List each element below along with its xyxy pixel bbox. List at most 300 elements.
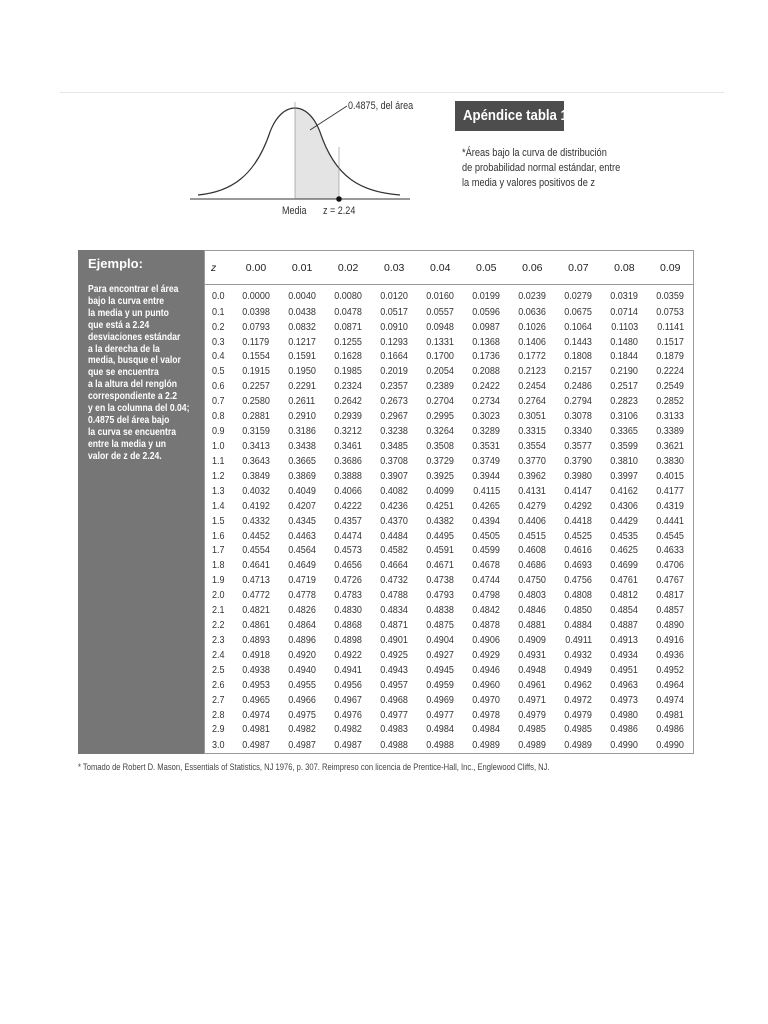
area-cell (463, 618, 509, 633)
area-cell (555, 678, 601, 693)
cell-text: 0.2324 (334, 380, 362, 393)
cell-text: 0.4 (212, 350, 225, 363)
cell-text: 0.4861 (242, 619, 270, 632)
example-line: entre la media y un (88, 437, 167, 450)
cell-text: 0.1664 (380, 350, 408, 363)
column-header: 0.05 (463, 251, 509, 285)
z-value-cell (205, 484, 234, 499)
area-cell (371, 574, 417, 589)
area-cell (647, 693, 693, 708)
cell-text: 0.3159 (242, 425, 270, 438)
area-cell (233, 559, 279, 574)
cell-text: 0.4965 (242, 693, 270, 706)
cell-text: 0.4857 (656, 604, 685, 617)
area-cell (417, 574, 463, 589)
area-cell (601, 738, 647, 754)
area-cell (647, 454, 693, 469)
area-cell (601, 320, 647, 335)
area-cell (463, 604, 509, 619)
area-cell (325, 574, 371, 589)
cell-text: 0.1772 (518, 350, 547, 363)
cell-text: 0.4988 (426, 738, 455, 751)
area-cell (417, 738, 463, 754)
area-cell (325, 708, 371, 723)
table-row (205, 618, 694, 633)
z-value-cell (205, 395, 234, 410)
cell-text: 0.4162 (610, 484, 639, 497)
cell-text: 0.4726 (334, 574, 362, 587)
cell-text: 0.9 (212, 425, 225, 438)
cell-text: 0.4959 (426, 678, 455, 691)
z-value-cell (205, 738, 234, 754)
area-cell (509, 410, 555, 425)
cell-text: 0.4922 (334, 648, 362, 661)
area-cell (279, 380, 325, 395)
cell-text: 0.3708 (380, 454, 408, 467)
area-cell (647, 514, 693, 529)
area-cell (509, 395, 555, 410)
cell-text: 0.4967 (334, 693, 362, 706)
example-line: y en la columna del 0.04; (88, 402, 190, 415)
area-cell (463, 648, 509, 663)
area-cell (325, 469, 371, 484)
area-cell (417, 484, 463, 499)
cell-text: 1.8 (212, 559, 225, 572)
table-row (205, 648, 694, 663)
area-cell (279, 723, 325, 738)
z-point (336, 196, 342, 202)
cell-text: 0.2673 (380, 395, 408, 408)
area-cell (463, 574, 509, 589)
area-cell (417, 648, 463, 663)
area-cell (279, 544, 325, 559)
area-cell (509, 648, 555, 663)
cell-text: 2.3 (212, 633, 225, 646)
cell-text: 0.4971 (518, 693, 547, 706)
cell-text: 0.3810 (610, 454, 639, 467)
cell-text: 0.2157 (564, 365, 593, 378)
cell-text: 0.1368 (472, 335, 501, 348)
cell-text: 0.4830 (334, 604, 362, 617)
area-cell (233, 663, 279, 678)
cell-text: 0.4989 (518, 738, 547, 751)
area-cell (233, 529, 279, 544)
cell-text: 0.4964 (656, 678, 685, 691)
area-cell (647, 544, 693, 559)
area-cell (325, 723, 371, 738)
cell-text: 0.0438 (288, 305, 316, 318)
area-cell (509, 723, 555, 738)
cell-text: 0.4719 (288, 574, 316, 587)
cell-text: 0.4633 (656, 544, 685, 557)
area-cell (555, 633, 601, 648)
cell-text: 0.4582 (380, 544, 408, 557)
area-cell (417, 424, 463, 439)
cell-text: 0.3621 (656, 439, 685, 452)
area-cell (371, 723, 417, 738)
cell-text: 0.4484 (380, 529, 408, 542)
area-cell (233, 544, 279, 559)
table-row (205, 285, 694, 306)
cell-text: 0.2910 (288, 410, 316, 423)
cell-text: 0.4564 (288, 544, 316, 557)
cell-text: 0.4738 (426, 574, 455, 587)
area-cell (647, 618, 693, 633)
cell-text: 0.4986 (656, 723, 685, 736)
table-row (205, 469, 694, 484)
area-cell (647, 589, 693, 604)
cell-text: 0.3133 (656, 410, 685, 423)
cell-text: 0.4909 (518, 633, 547, 646)
cell-text: 0.1736 (472, 350, 501, 363)
area-cell (601, 499, 647, 514)
cell-text: 0.4850 (564, 604, 593, 617)
area-cell (325, 633, 371, 648)
area-cell (233, 365, 279, 380)
area-cell (371, 439, 417, 454)
cell-text: 0.2794 (564, 395, 593, 408)
area-cell (417, 693, 463, 708)
cell-text: 0.3749 (472, 454, 501, 467)
area-cell (555, 544, 601, 559)
cell-text: 0.4961 (518, 678, 547, 691)
cell-text: 0.0714 (610, 305, 639, 318)
cell-text: 0.4981 (656, 708, 685, 721)
area-cell (371, 589, 417, 604)
subtitle-line: *Áreas bajo la curva de distribución (462, 147, 607, 159)
example-line: la media y un punto (88, 306, 169, 319)
cell-text: 0.4949 (564, 663, 593, 676)
area-cell (647, 738, 693, 754)
area-cell (417, 604, 463, 619)
area-cell (601, 469, 647, 484)
area-cell (601, 365, 647, 380)
table-row (205, 529, 694, 544)
cell-text: 0.1985 (334, 365, 362, 378)
area-cell (509, 305, 555, 320)
area-cell (417, 380, 463, 395)
cell-text: 1.3 (212, 484, 225, 497)
area-cell (325, 589, 371, 604)
area-cell (371, 305, 417, 320)
cell-text: 0.4616 (564, 544, 593, 557)
cell-text: 0.4979 (518, 708, 547, 721)
area-cell (325, 514, 371, 529)
area-cell (325, 544, 371, 559)
cell-text: 0.4821 (242, 604, 270, 617)
area-cell (279, 285, 325, 306)
z-value-cell (205, 529, 234, 544)
area-cell (233, 335, 279, 350)
cell-text: 0.0000 (242, 290, 270, 303)
table-row (205, 663, 694, 678)
cell-text: 0.4925 (380, 648, 408, 661)
z-value-cell (205, 305, 234, 320)
cell-text: 0.1700 (426, 350, 455, 363)
area-cell (601, 529, 647, 544)
area-cell (417, 499, 463, 514)
example-line: a la altura del renglón (88, 378, 177, 391)
area-cell (647, 285, 693, 306)
area-cell (417, 514, 463, 529)
cell-text: 0.4370 (380, 514, 408, 527)
cell-text: 0.4955 (288, 678, 316, 691)
cell-text: 0.0596 (472, 305, 501, 318)
cell-text: 0.2054 (426, 365, 455, 378)
cell-text: 0.4878 (472, 619, 501, 632)
area-cell (325, 305, 371, 320)
cell-text: 0.4115 (472, 484, 500, 497)
cell-text: 0.4808 (564, 589, 593, 602)
area-cell (647, 320, 693, 335)
area-cell (555, 738, 601, 754)
column-header-z: z (205, 251, 234, 285)
cell-text: 0.2291 (288, 380, 316, 393)
area-cell (509, 589, 555, 604)
cell-text: 0.4987 (242, 738, 270, 751)
column-header: 0.03 (371, 251, 417, 285)
area-cell (555, 604, 601, 619)
cell-text: 0.1255 (334, 335, 362, 348)
area-cell (601, 285, 647, 306)
table-row (205, 544, 694, 559)
cell-text: 0.4015 (656, 469, 685, 482)
column-header: 0.00 (233, 251, 279, 285)
cell-text: 0.3643 (242, 454, 270, 467)
cell-text: 0.4147 (564, 484, 593, 497)
area-cell (555, 499, 601, 514)
cell-text: 0.4984 (426, 723, 455, 736)
cell-text: 0.0160 (426, 290, 455, 303)
cell-text: 0.4901 (380, 633, 408, 646)
table-row (205, 395, 694, 410)
area-cell (463, 395, 509, 410)
cell-text: 0.4761 (610, 574, 639, 587)
cell-text: 0.4345 (288, 514, 316, 527)
area-cell (371, 499, 417, 514)
cell-text: 0.1808 (564, 350, 593, 363)
area-cell (509, 514, 555, 529)
area-cell (279, 574, 325, 589)
cell-text: 0.4973 (610, 693, 639, 706)
area-cell (647, 663, 693, 678)
area-cell (463, 439, 509, 454)
area-cell (647, 484, 693, 499)
cell-text: 0.3849 (242, 469, 270, 482)
area-pointer (310, 106, 347, 130)
area-cell (325, 604, 371, 619)
example-heading: Ejemplo: (88, 256, 143, 271)
area-cell (417, 350, 463, 365)
cell-text: 0.4812 (610, 589, 639, 602)
cell-text: 0.2 (212, 320, 225, 333)
cell-text: 0.0793 (242, 320, 270, 333)
cell-text: 0.3665 (288, 454, 316, 467)
area-cell (463, 708, 509, 723)
cell-text: 0.1406 (518, 335, 547, 348)
cell-text: 0.4943 (380, 663, 408, 676)
area-cell (417, 618, 463, 633)
cell-text: 0.4177 (656, 484, 685, 497)
cell-text: 0.4976 (334, 708, 362, 721)
cell-text: 0.4236 (380, 499, 408, 512)
cell-text: 0.2642 (334, 395, 362, 408)
column-header: 0.07 (555, 251, 601, 285)
cell-text: 0.2389 (426, 380, 455, 393)
area-cell (371, 648, 417, 663)
area-cell (233, 678, 279, 693)
area-cell (601, 693, 647, 708)
cell-text: 0.2454 (518, 380, 547, 393)
cell-text: 0.1064 (564, 320, 593, 333)
cell-text: 0.1141 (656, 320, 684, 333)
cell-text: 2.4 (212, 648, 225, 661)
cell-text: 0.2486 (564, 380, 593, 393)
cell-text: 0.4573 (334, 544, 362, 557)
cell-text: 0.4625 (610, 544, 639, 557)
area-cell (325, 439, 371, 454)
cell-text: 0.3289 (472, 425, 501, 438)
media-label: Media (282, 205, 307, 217)
cell-text: 2.6 (212, 678, 225, 691)
cell-text: 0.2967 (380, 410, 408, 423)
area-cell (417, 454, 463, 469)
area-cell (509, 454, 555, 469)
area-cell (647, 439, 693, 454)
cell-text: 0.4960 (472, 678, 501, 691)
example-line: que se encuentra (88, 366, 159, 379)
area-cell (601, 439, 647, 454)
area-cell (325, 499, 371, 514)
area-cell (371, 618, 417, 633)
area-cell (647, 708, 693, 723)
z-value-cell (205, 350, 234, 365)
area-cell (279, 663, 325, 678)
area-cell (325, 335, 371, 350)
appendix-title: Apéndice tabla 1 (455, 101, 564, 131)
area-cell (417, 663, 463, 678)
area-cell (417, 439, 463, 454)
cell-text: 0.4418 (564, 514, 593, 527)
z-value-cell (205, 380, 234, 395)
cell-text: 0.2611 (288, 395, 316, 408)
cell-text: 0.4406 (518, 514, 547, 527)
cell-text: 0.4591 (426, 544, 455, 557)
shaded-area (295, 92, 339, 199)
area-cell (463, 285, 509, 306)
cell-text: 0.2549 (656, 380, 685, 393)
area-cell (601, 574, 647, 589)
cell-text: 0.4904 (426, 633, 455, 646)
area-cell (463, 723, 509, 738)
cell-text: 0.4927 (426, 648, 455, 661)
example-line: 0.4875 del área bajo (88, 413, 170, 426)
cell-text: 0.4979 (564, 708, 593, 721)
cell-text: 0.2123 (518, 365, 547, 378)
area-cell (601, 708, 647, 723)
cell-text: 0.4846 (518, 604, 547, 617)
area-cell (463, 365, 509, 380)
table-body (205, 285, 694, 754)
cell-text: 0.4279 (518, 499, 547, 512)
cell-text: 0.4881 (518, 619, 547, 632)
cell-text: 0.3389 (656, 425, 685, 438)
cell-text: 0.3413 (242, 439, 270, 452)
area-cell (279, 350, 325, 365)
table-subtitle (462, 146, 662, 191)
cell-text: 0.4982 (288, 723, 316, 736)
z-value-cell (205, 604, 234, 619)
column-header: 0.08 (601, 251, 647, 285)
area-cell (509, 738, 555, 754)
cell-text: 0.4778 (288, 589, 316, 602)
example-line: que está a 2.24 (88, 318, 150, 331)
area-cell (279, 499, 325, 514)
area-cell (463, 380, 509, 395)
area-cell (417, 305, 463, 320)
area-cell (509, 285, 555, 306)
cell-text: 0.3365 (610, 425, 639, 438)
cell-text: 0.2357 (380, 380, 408, 393)
cell-text: 0.0832 (288, 320, 316, 333)
area-cell (601, 663, 647, 678)
cell-text: 0.4793 (426, 589, 455, 602)
cell-text: 2.1 (212, 604, 225, 617)
z-value-cell (205, 559, 234, 574)
cell-text: 1.0 (212, 439, 225, 452)
area-cell (279, 514, 325, 529)
cell-text: 0.4495 (426, 529, 455, 542)
cell-text: 0.4798 (472, 589, 501, 602)
area-cell (647, 395, 693, 410)
cell-text: 0.4974 (656, 693, 685, 706)
cell-text: 0.1480 (610, 335, 639, 348)
area-cell (601, 395, 647, 410)
area-cell (233, 350, 279, 365)
cell-text: 0.1217 (288, 335, 316, 348)
example-line: media, busque el valor (88, 354, 181, 367)
area-cell (233, 484, 279, 499)
area-cell (371, 604, 417, 619)
cell-text: 0.4918 (242, 648, 270, 661)
cell-text: 0.0359 (656, 290, 685, 303)
z-value-cell (205, 365, 234, 380)
cell-text: 0.4985 (564, 723, 593, 736)
normal-curve-figure (190, 92, 440, 222)
cell-text: 0.4982 (334, 723, 362, 736)
example-text (88, 284, 200, 463)
cell-text: 0.4948 (518, 663, 547, 676)
cell-text: 0.4265 (472, 499, 501, 512)
area-cell (371, 633, 417, 648)
area-cell (233, 380, 279, 395)
area-cell (463, 454, 509, 469)
cell-text: 0.4969 (426, 693, 455, 706)
cell-text: 0.4987 (288, 738, 316, 751)
cell-text: 0.4987 (334, 738, 362, 751)
cell-text: 0.4732 (380, 574, 408, 587)
table-row (205, 678, 694, 693)
area-cell (601, 514, 647, 529)
area-cell (417, 469, 463, 484)
cell-text: 0.6 (212, 380, 225, 393)
z-value-cell (205, 663, 234, 678)
area-cell (279, 648, 325, 663)
cell-text: 0.3186 (288, 425, 316, 438)
cell-text: 0.4767 (656, 574, 685, 587)
area-cell (601, 559, 647, 574)
cell-text: 0.4983 (380, 723, 408, 736)
